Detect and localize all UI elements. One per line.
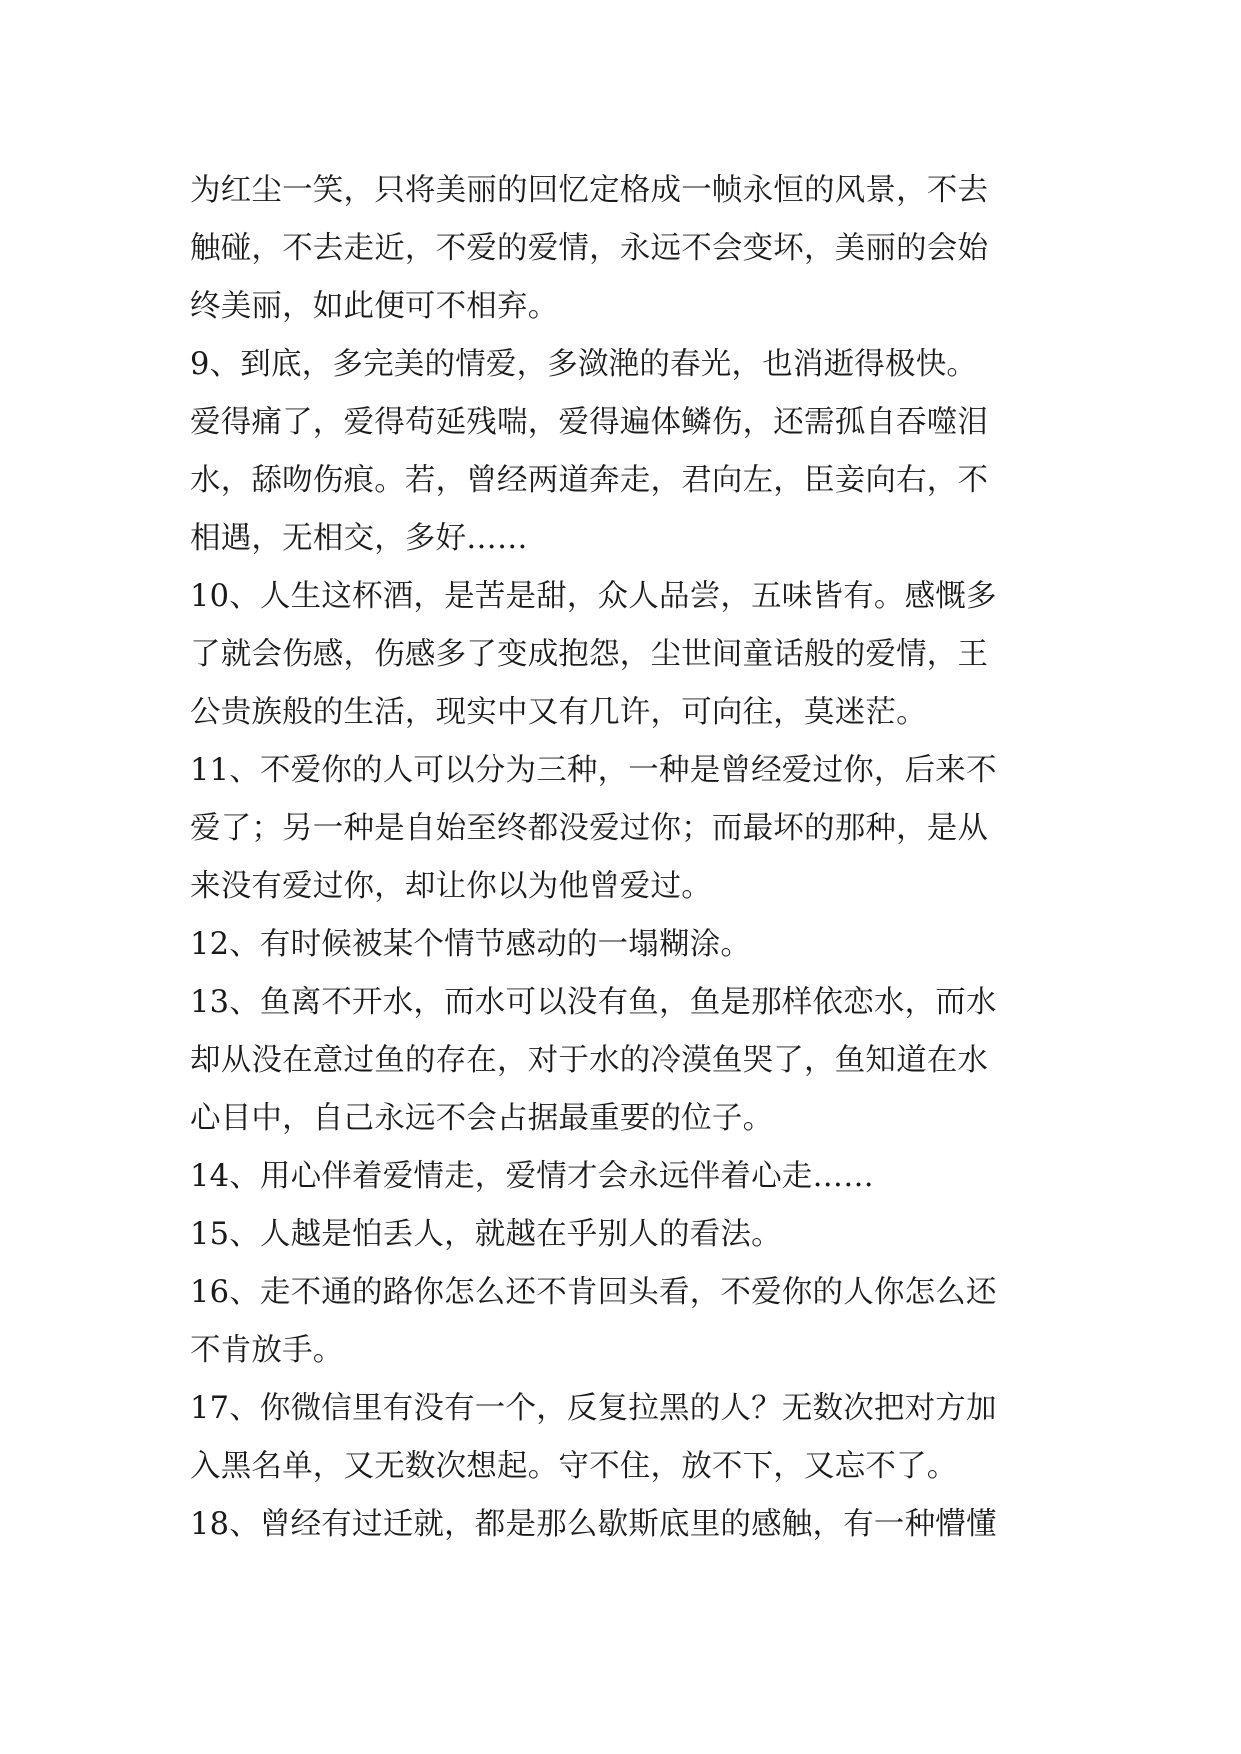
text-line: 为红尘一笑，只将美丽的回忆定格成一帧永恒的风景，不去 — [190, 173, 989, 208]
text-line: 14、用心伴着爱情走，爱情才会永远伴着心走…… — [190, 1159, 874, 1194]
text-line: 11、不爱你的人可以分为三种，一种是曾经爱过你，后来不 — [190, 753, 997, 788]
text-line: 公贵族般的生活，现实中又有几许，可向往，莫迷茫。 — [190, 695, 927, 730]
text-line: 却从没在意过鱼的存在，对于水的冷漠鱼哭了，鱼知道在水 — [190, 1043, 989, 1078]
text-line: 12、有时候被某个情节感动的一塌糊涂。 — [190, 927, 752, 962]
text-line: 16、走不通的路你怎么还不肯回头看，不爱你的人你怎么还 — [190, 1275, 997, 1310]
document-body — [190, 162, 1052, 1554]
text-line: 水，舔吻伤痕。若，曾经两道奔走，君向左，臣妾向右，不 — [190, 463, 989, 498]
text-line: 爱得痛了，爱得苟延残喘，爱得遍体鳞伤，还需孤自吞噬泪 — [190, 405, 989, 440]
text-line: 17、你微信里有没有一个，反复拉黑的人？无数次把对方加 — [190, 1391, 997, 1426]
text-line: 13、鱼离不开水，而水可以没有鱼，鱼是那样依恋水，而水 — [190, 985, 997, 1020]
text-line: 15、人越是怕丢人，就越在乎别人的看法。 — [190, 1217, 782, 1252]
text-line: 爱了；另一种是自始至终都没爱过你；而最坏的那种，是从 — [190, 811, 989, 846]
text-line: 相遇，无相交，多好…… — [190, 521, 528, 556]
text-line: 了就会伤感，伤感多了变成抱怨，尘世间童话般的爱情，王 — [190, 637, 989, 672]
text-line: 心目中，自己永远不会占据最重要的位子。 — [190, 1101, 774, 1136]
text-line: 不肯放手。 — [190, 1333, 344, 1368]
text-line: 触碰，不去走近，不爱的爱情，永远不会变坏，美丽的会始 — [190, 231, 989, 266]
text-line: 9、到底，多完美的情爱，多潋滟的春光，也消逝得极快。 — [190, 347, 978, 382]
text-line: 来没有爱过你，却让你以为他曾爱过。 — [190, 869, 712, 904]
text-line: 终美丽，如此便可不相弃。 — [190, 289, 559, 324]
text-line: 入黑名单，又无数次想起。守不住，放不下，又忘不了。 — [190, 1449, 958, 1484]
text-line: 18、曾经有过迁就，都是那么歇斯底里的感触，有一种懵懂 — [190, 1507, 997, 1542]
text-line: 10、人生这杯酒，是苦是甜，众人品尝，五味皆有。感慨多 — [190, 579, 997, 614]
